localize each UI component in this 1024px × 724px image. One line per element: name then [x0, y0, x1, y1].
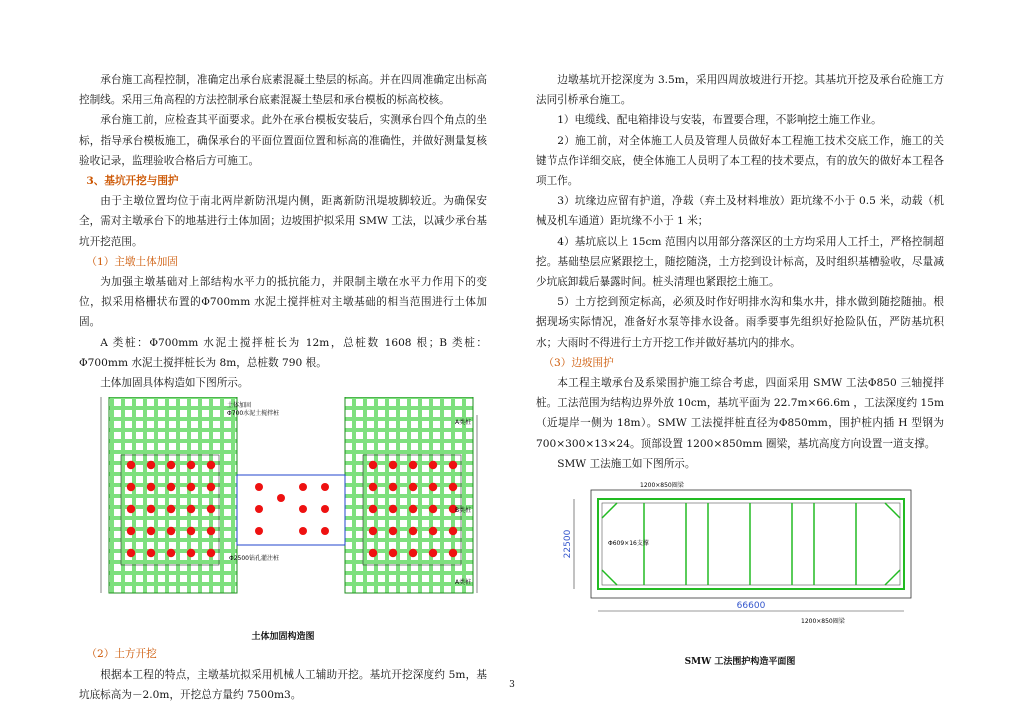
pile-dot: [369, 549, 377, 557]
pile-dot: [409, 549, 417, 557]
pile-dot: [389, 483, 397, 491]
pile-dot: [147, 549, 155, 557]
pile-dot: [409, 461, 417, 469]
pile-dot: [207, 461, 215, 469]
pile-dot: [187, 483, 195, 491]
label-a-pile-top: A类桩: [455, 419, 472, 427]
figure-caption-soil: 土体加固构造图: [251, 632, 315, 643]
paragraph-plane-check: 承台施工前，应检查其平面要求。此外在承台模板安装后，实测承台四个角点的坐标，指导承台模板施工，确保承台的平面位置面位置和标高的准确性，并做好测量复核验收记录，监理验收合格后方可施工。: [79, 114, 487, 167]
pile-dot: [255, 505, 263, 513]
figure-caption-smw: SMW 工法围护构造平面图: [684, 657, 796, 668]
paragraph-pile-types: A 类桩：Φ700mm 水泥土搅拌桩长为 12m，总桩数 1608 根；B 类桩：Φ700mm 水泥土搅拌桩长为 8m，总桩数 790 根。: [79, 336, 487, 369]
label-ring-beam-top: 1200×850圈梁: [640, 482, 684, 490]
smw-plan-diagram: [536, 478, 944, 648]
paragraph-item-1: 1）电缆线、配电箱排设与安装，布置要合理，不影响挖土施工作业。: [557, 114, 882, 127]
paragraph-side-pier: 边墩基坑开挖深度为 3.5m，采用四周放坡进行开挖。其基坑开挖及承台砼施工方法同引桥承台施工。: [536, 74, 944, 107]
paragraph-item-3: 3）坑缘边应留有护道，净载（弃土及材料堆放）距坑缘不小于 0.5 米，动载（机械及机车通道）距坑缘不小于 1 米；: [536, 195, 944, 228]
dim-width: 66600: [736, 601, 766, 612]
pile-dot: [299, 505, 307, 513]
paragraph-elevation-control: 承台施工高程控制，准确定出承台底素混凝土垫层的标高。并在四周准确定出标高控制线。采用三角高程的方法控制承台底素混凝土垫层和承台模板的标高校核。: [79, 74, 487, 107]
page-number: 3: [509, 680, 515, 690]
pile-dot: [127, 461, 135, 469]
pile-dot: [207, 483, 215, 491]
pile-dot: [449, 549, 457, 557]
pile-dot: [207, 549, 215, 557]
label-soil-reinforcement: 土体加固: [227, 402, 252, 410]
paragraph-item-2: 2）施工前，对全体施工人员及管理人员做好本工程施工技术交底工作，施工的关键节点作详细交底，使全体施工人员明了本工程的技术要点，有的放矢的做好本工程各项工作。: [536, 134, 944, 188]
pile-dot: [409, 505, 417, 513]
pile-dot: [369, 505, 377, 513]
left-column: [79, 70, 487, 705]
pile-dot: [389, 527, 397, 535]
pile-dot: [207, 527, 215, 535]
pile-dot: [127, 549, 135, 557]
pile-dot: [429, 461, 437, 469]
pile-dot: [369, 461, 377, 469]
pile-dot: [321, 505, 329, 513]
pile-dot: [449, 527, 457, 535]
pile-dot: [127, 527, 135, 535]
pile-dot: [167, 483, 175, 491]
right-column: [536, 70, 944, 669]
pile-dot: [389, 549, 397, 557]
pile-dot: [187, 549, 195, 557]
paragraph-excavation: 根据本工程的特点，主墩基坑拟采用机械人工辅助开挖。基坑开挖深度约 5m，基坑底标高为－2.0m，开挖总方量约 7500m3。: [79, 668, 487, 701]
pile-dot: [429, 527, 437, 535]
pile-dot: [299, 527, 307, 535]
pile-dot: [277, 494, 285, 502]
pile-dot: [167, 505, 175, 513]
pile-dot: [147, 527, 155, 535]
label-mixing-pile: Φ700水泥土搅拌桩: [227, 410, 280, 418]
pile-dot: [187, 527, 195, 535]
soil-reinforcement-diagram: [79, 397, 487, 623]
paragraph-location: 由于主墩位置均位于南北两岸新防汛堤内侧，距离新防汛堤坡脚较近。为确保安全，需对主墩承台下的地基进行土体加固；边坡围护拟采用 SMW 工法，以减少承台基坑开挖范围。: [79, 195, 487, 248]
pile-dot: [321, 483, 329, 491]
pile-dot: [167, 549, 175, 557]
paragraph-figure-intro: 土体加固具体构造如下图所示。: [100, 377, 249, 390]
paragraph-smw: 本工程主墩承台及系梁围护施工综合考虑，四面采用 SMW 工法Φ850 三轴搅拌桩。工法范围为结构边界外放 10cm，基坑平面为 22.7m×66.6m ，工法深度约 15m（近堤岸一侧为 18m）。SMW 工法搅拌桩直径为Φ850mm，围护桩内插 H 型钢为 700×300×13×24。顶部设置 1200×850mm 圈梁，基坑高度方向设置一道支撑。: [536, 377, 944, 450]
pile-dot: [409, 483, 417, 491]
section-heading-excavation: 3、基坑开挖与围护: [86, 175, 179, 188]
pile-dot: [449, 461, 457, 469]
pile-dot: [147, 461, 155, 469]
subheading-soil-reinforcement: （1）主墩土体加固: [86, 255, 178, 268]
subheading-slope-protection: （3）边坡围护: [543, 356, 614, 369]
struts: [644, 503, 856, 585]
pile-dot: [127, 505, 135, 513]
pile-dot: [255, 527, 263, 535]
pile-dot: [167, 461, 175, 469]
paragraph-item-4: 4）基坑底以上 15cm 范围内以用部分落深区的土方均采用人工扦土，严格控制超挖。基础垫层应紧跟挖土，随挖随浇，土方挖到设计标高，及时组织基槽验收，尽量减少坑底卸载后暴露时间。桩头清理也紧跟挖土施工。: [536, 235, 944, 289]
label-b-pile: B类桩: [455, 507, 472, 515]
pile-dot: [127, 483, 135, 491]
subheading-excavation: （2）土方开挖: [86, 648, 157, 661]
pile-dot: [147, 483, 155, 491]
paragraph-smw-intro: SMW 工法施工如下图所示。: [557, 457, 696, 470]
pile-dot: [409, 527, 417, 535]
label-strut: Φ609×16支撑: [608, 540, 649, 548]
pile-dot: [207, 505, 215, 513]
pile-dot: [369, 527, 377, 535]
pile-dot: [187, 505, 195, 513]
pile-dot: [429, 505, 437, 513]
pile-dot: [389, 461, 397, 469]
pile-dot: [187, 461, 195, 469]
soil-reinforcement-figure: [79, 397, 487, 644]
label-a-pile-bottom: A类桩: [455, 579, 472, 587]
pile-dot: [429, 549, 437, 557]
pile-dot: [369, 483, 377, 491]
paragraph-item-5: 5）土方挖到预定标高，必须及时作好明排水沟和集水井，排水做到随挖随抽。根据现场实际情况，准备好水泵等排水设备。雨季要事先组织好抢险队伍，严防基坑积水；大雨时不得进行土方开挖工作并做好基坑内的排水。: [536, 296, 944, 349]
pile-dot: [389, 505, 397, 513]
paragraph-reinforcement-purpose: 为加强主墩基础对上部结构水平力的抵抗能力，并限制主墩在水平力作用下的变位，拟采用格栅状布置的Φ700mm 水泥土搅拌桩对主墩基础的相当范围进行土体加固。: [79, 276, 487, 329]
label-bored-pile: Φ2500钻孔灌注桩: [229, 555, 279, 563]
smw-figure: [536, 478, 944, 669]
pile-dot: [255, 483, 263, 491]
label-ring-beam-bottom: 1200×850圈梁: [801, 618, 845, 626]
pile-dot: [321, 527, 329, 535]
pile-dot: [449, 483, 457, 491]
pile-dot: [147, 505, 155, 513]
dim-height: 22500: [563, 529, 573, 559]
pile-dot: [429, 483, 437, 491]
pile-dot: [167, 527, 175, 535]
pile-dot: [299, 483, 307, 491]
